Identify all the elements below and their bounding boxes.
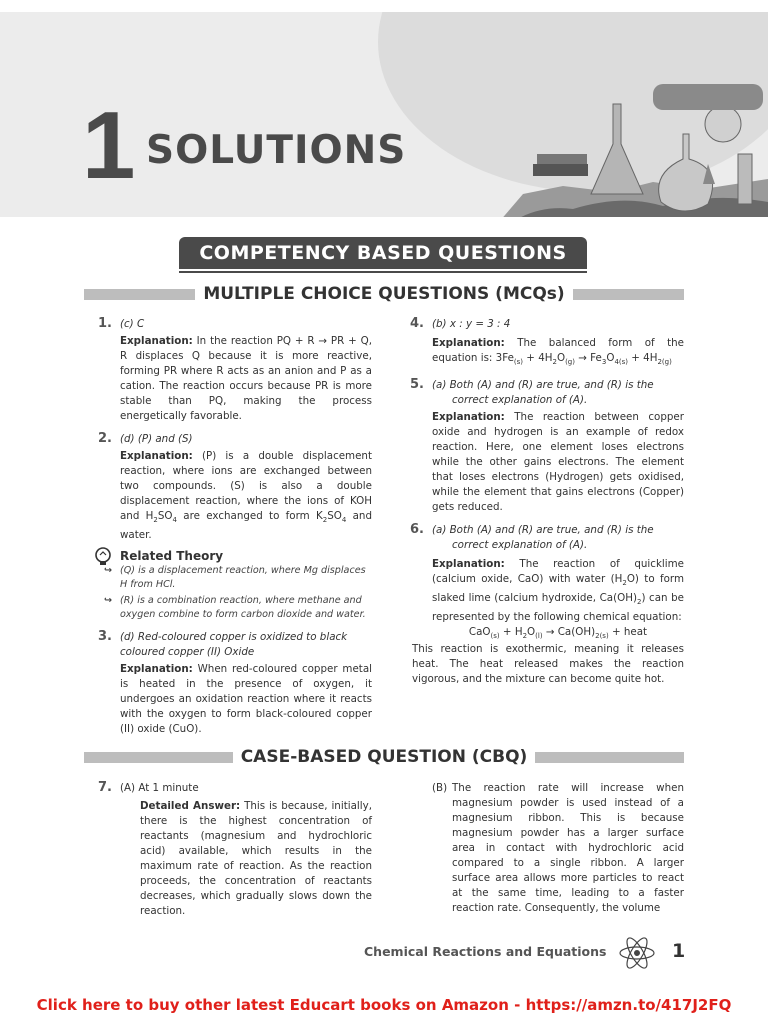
question-number: 3.	[98, 629, 112, 645]
heading-rule-right	[535, 752, 684, 763]
explanation-label: Explanation:	[432, 411, 505, 424]
explanation-label: Explanation:	[120, 450, 193, 462]
exothermic-note: This reaction is exothermic, meaning it releases heat. The heat released makes the reaction vigorous, and the mixture can become quite hot.	[412, 643, 684, 686]
cbq-heading-text: CASE-BASED QUESTION (CBQ)	[240, 747, 528, 767]
explanation: Explanation: (P) is a double displacement reaction, where ions are exchanged between two compounds. (S) is also a double displacement reaction, where the ions of KOH and $H_2SO_4$ are exchanged to form $K_2SO_4$ and water.	[120, 450, 372, 542]
cbq-section-heading	[84, 744, 684, 770]
answer: (d) Red-coloured copper is oxidized to black coloured copper (II) Oxide	[120, 631, 348, 659]
explanation-text: In the reaction PQ + R → PR + Q, R displaces Q because it is more reactive, forming PR where R acts as an anion and P as a cation. The reaction occurs because PR is more stable than PQ, making the process energetically favorable.	[120, 335, 372, 422]
explanation-label: Explanation:	[432, 337, 505, 349]
question-number: 1.	[98, 316, 112, 331]
part-a-answer: (A) At 1 minute	[120, 782, 199, 794]
atom-icon	[618, 934, 656, 972]
answer: (a) Both (A) and (R) are true, and (R) is the correct explanation of (A).	[432, 379, 654, 407]
explanation-label: Explanation:	[120, 663, 193, 676]
mcq-section-heading	[84, 281, 684, 307]
related-theory-item: ↪ (Q) is a displacement reaction, where Mg displaces H from HCl.	[104, 565, 366, 591]
question-4	[412, 317, 684, 370]
mcq-heading-text: MULTIPLE CHOICE QUESTIONS (MCQs)	[203, 284, 565, 304]
question-5	[412, 378, 684, 515]
explanation	[120, 662, 372, 737]
arrow-icon: ↪	[104, 565, 113, 577]
question-number: 5.	[410, 377, 424, 393]
part-b	[432, 781, 684, 916]
question-1	[100, 317, 372, 424]
lab-glassware-image	[493, 74, 768, 217]
footer-chapter-title: Chemical Reactions and Equations	[364, 944, 607, 959]
explanation: Explanation: The balanced form of the equation is: $3Fe_{(s)} + 4H_2O_{(g)} \to Fe_3O_{4(s)} + 4H_{2(g)}$	[432, 337, 684, 367]
detailed-answer: Detailed Answer: This is because, initially, there is the highest concentration of reactants (magnesium and hydrochloric acid) available, which results in the maximum rate of reaction. As the reaction proceeds, the concentration of reactants decreases, which gradually slows down the reaction.	[140, 800, 372, 917]
chapter-header	[0, 12, 768, 217]
cbq-left-column	[100, 781, 372, 919]
question-3	[100, 630, 372, 737]
question-number: 6.	[410, 522, 424, 538]
heading-rule-left	[84, 752, 233, 763]
question-number: 7.	[98, 780, 112, 795]
chapter-title: SOLUTIONS	[146, 128, 407, 173]
question-number: 4.	[410, 316, 424, 331]
answer: (a) Both (A) and (R) are true, and (R) is the correct explanation of (A).	[432, 524, 654, 552]
cbq-right-column	[432, 781, 684, 916]
competency-banner: COMPETENCY BASED QUESTIONS	[179, 237, 587, 269]
detailed-answer-label: Detailed Answer:	[140, 800, 241, 812]
explanation: Explanation: The reaction of quicklime (calcium oxide, CaO) with water $(H_2O)$ to form slaked lime (calcium hydroxide, $Ca(OH)_2$) can be represented by the following chemical equation:	[432, 558, 684, 624]
explanation	[120, 334, 372, 424]
part-b-label: (B)	[432, 782, 448, 794]
question-7	[100, 781, 372, 919]
part-b-text: The reaction rate will increase when magnesium powder is used instead of a magnesium ribbon. This is because magnesium powder has a larger surface area in contact with hydrochloric acid compared to a single ribbon. A larger surface area allows more particles to react at the same time, leading to a faster reaction rate. Consequently, the volume	[452, 782, 684, 914]
page-number: 1	[672, 940, 686, 962]
explanation-label: Explanation:	[432, 558, 505, 571]
answer: (c) C	[120, 318, 145, 330]
amazon-promo-link[interactable]: Click here to buy other latest Educart books on Amazon - https://amzn.to/417J2FQ	[36, 996, 732, 1014]
left-column	[100, 317, 372, 737]
answer: (d) (P) and (S)	[120, 433, 193, 445]
explanation	[432, 410, 684, 515]
related-theory	[100, 549, 372, 622]
heading-rule-left	[84, 289, 195, 300]
explanation-text: The reaction between copper oxide and hydrogen is an example of redox reaction. Here, one element loses electrons while the other gains electrons. The element that loses electrons (Hydrogen) gets oxidised, while the element that gains electrons (Copper) gets reduced.	[432, 411, 684, 514]
question-6	[412, 523, 684, 644]
answer: (b) x : y = 3 : 4	[432, 318, 511, 330]
heading-rule-right	[573, 289, 684, 300]
explanation-text: When red-coloured copper metal is heated in the presence of oxygen, it undergoes an oxidation reaction where it reacts with the oxygen to form black-coloured copper (II) oxide (CuO).	[120, 663, 372, 736]
right-column	[412, 317, 684, 687]
question-2	[100, 432, 372, 543]
arrow-icon: ↪	[104, 595, 113, 607]
chemical-equation: $CaO_{(s)} + H_2O_{(l)} \to Ca(OH)_{2(s)}$ + heat	[468, 626, 648, 641]
related-theory-item: ↪ (R) is a combination reaction, where methane and oxygen combine to form carbon dioxide and water.	[104, 595, 366, 621]
explanation-label: Explanation:	[120, 335, 193, 347]
related-theory-title: Related Theory	[120, 549, 224, 564]
question-number: 2.	[98, 431, 112, 446]
chapter-number: 1	[82, 92, 136, 199]
